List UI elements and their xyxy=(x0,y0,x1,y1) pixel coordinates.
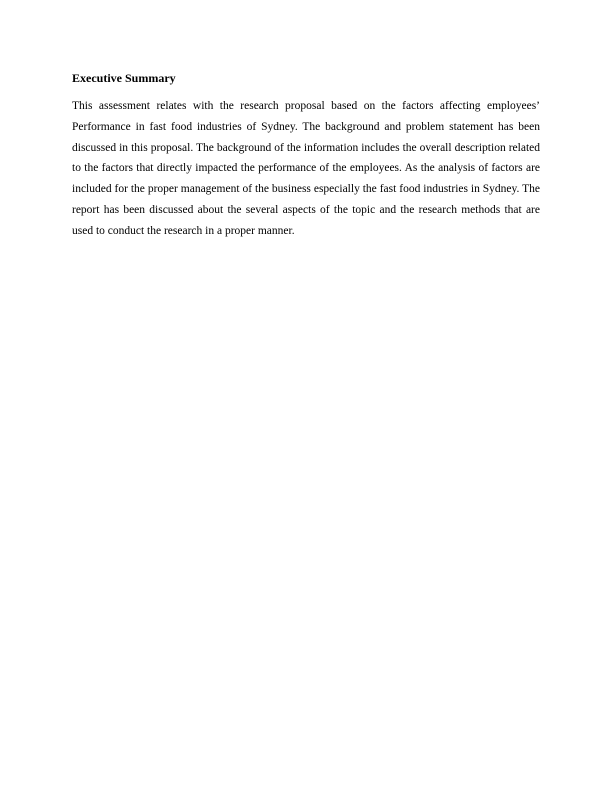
summary-paragraph: This assessment relates with the research proposal based on the factors affecting employees’ Performance in fast food industries of Sydney. The background and problem statement has been discussed in this proposal. The background of the information includes the overall description related to the factors that directly impacted the performance of the employees. As the analysis of factors are included for the proper management of the business especially the fast food industries in Sydney. The report has been discussed about the several aspects of the topic and the research methods that are used to conduct the research in a proper manner. xyxy=(72,100,540,237)
document-body xyxy=(72,70,540,242)
section-heading: Executive Summary xyxy=(72,71,176,85)
